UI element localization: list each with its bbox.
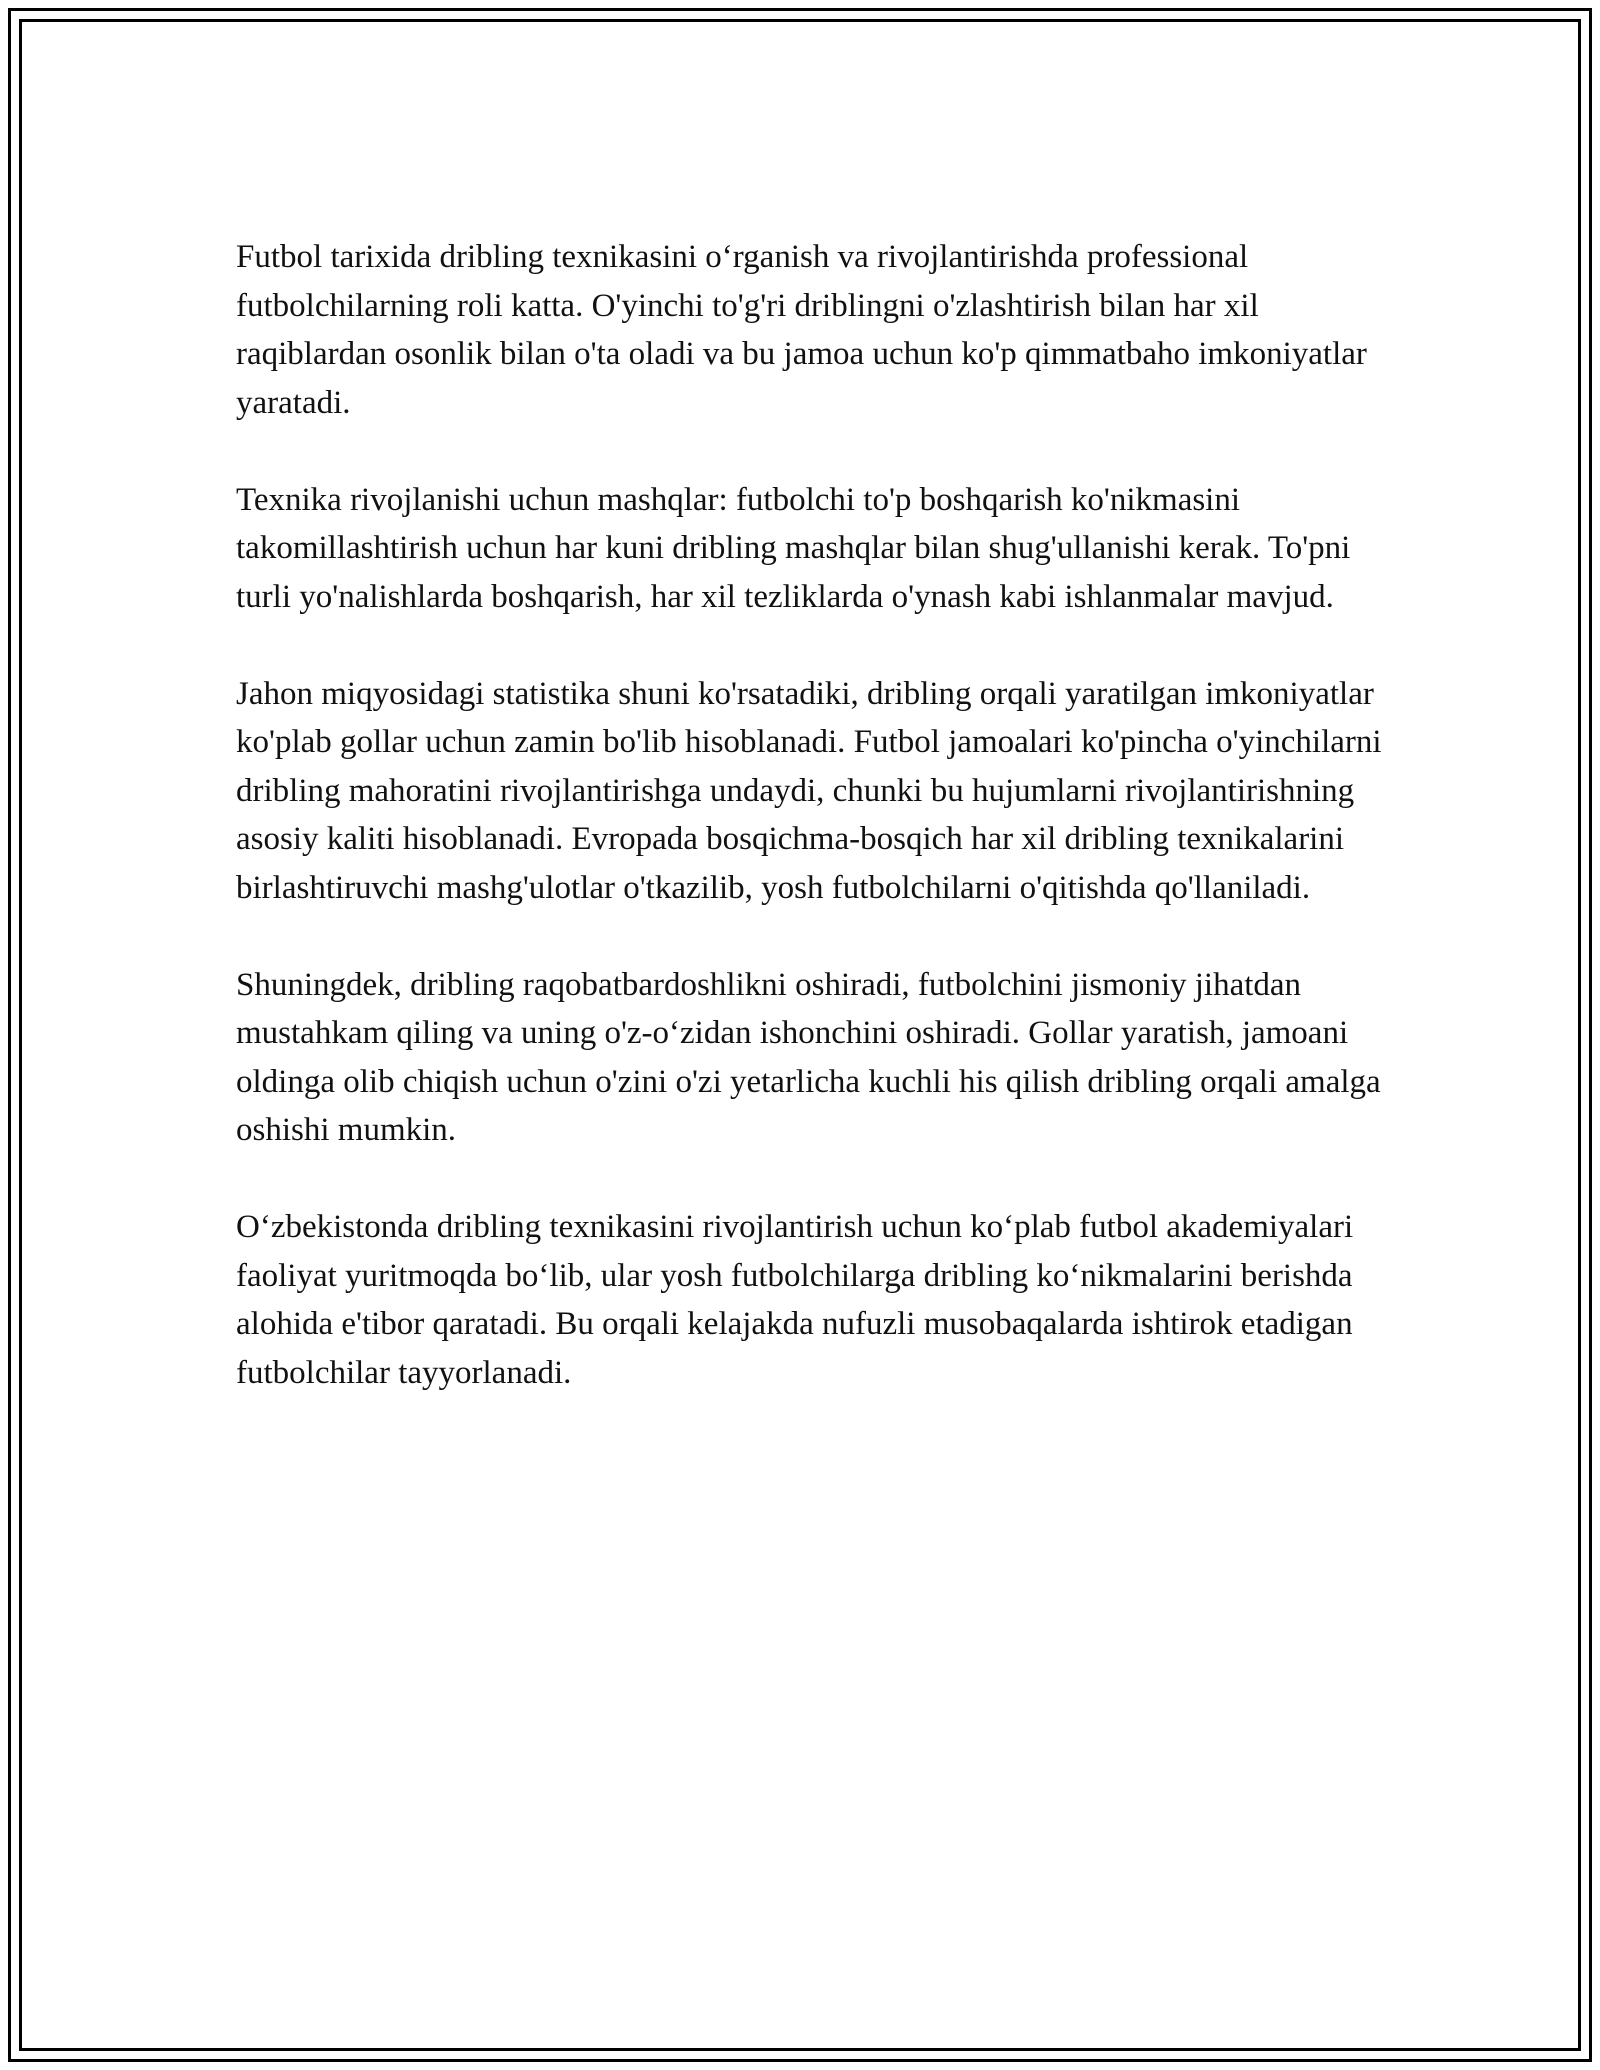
- paragraph-2: Texnika rivojlanishi uchun mashqlar: futbolchi to'p boshqarish ko'nikmasini takomillashtirish uchun har kuni dribling mashqlar bilan shug'ullanishi kerak. To'pni turli yo'nalishlarda boshqarish, har xil tezliklarda o'ynash kabi ishlanmalar mavjud.: [236, 481, 1351, 615]
- paragraph-3: Jahon miqyosidagi statistika shuni ko'rsatadiki, dribling orqali yaratilgan imkoniyatlar ko'plab gollar uchun zamin bo'lib hisoblanadi. Futbol jamoalari ko'pincha o'yinchilarni dribling mahoratini rivojlantirishga undaydi, chunki bu hujumlarni rivojlantirishning asosiy kaliti hisoblanadi. Evropada bosqichma-bosqich har xil dribling texnikalarini birlashtiruvchi mashg'ulotlar o'tkazilib, yosh futbolchilarni o'qitishda qo'llaniladi.: [236, 675, 1382, 906]
- paragraph-1: Futbol tarixida dribling texnikasini o‘rganish va rivojlantirishda professional futbolchilarning roli katta. O'yinchi to'g'ri driblingni o'zlashtirish bilan har xil raqiblardan osonlik bilan o'ta oladi va bu jamoa uchun ko'p qimmatbaho imkoniyatlar yaratadi.: [236, 239, 1367, 421]
- document-body: [236, 233, 1386, 1446]
- paragraph-4: Shuningdek, dribling raqobatbardoshlikni oshiradi, futbolchini jismoniy jihatdan mustahkam qiling va uning o'z-o‘zidan ishonchini oshiradi. Gollar yaratish, jamoani oldinga olib chiqish uchun o'zini o'zi yetarlicha kuchli his qilish dribling orqali amalga oshishi mumkin.: [236, 966, 1381, 1148]
- paragraph-5: O‘zbekistonda dribling texnikasini rivojlantirish uchun ko‘plab futbol akademiyalari faoliyat yuritmoqda bo‘lib, ular yosh futbolchilarga dribling ko‘nikmalarini berishda alohida e'tibor qaratadi. Bu orqali kelajakda nufuzli musobaqalarda ishtirok etadigan futbolchilar tayyorlanadi.: [236, 1209, 1354, 1391]
